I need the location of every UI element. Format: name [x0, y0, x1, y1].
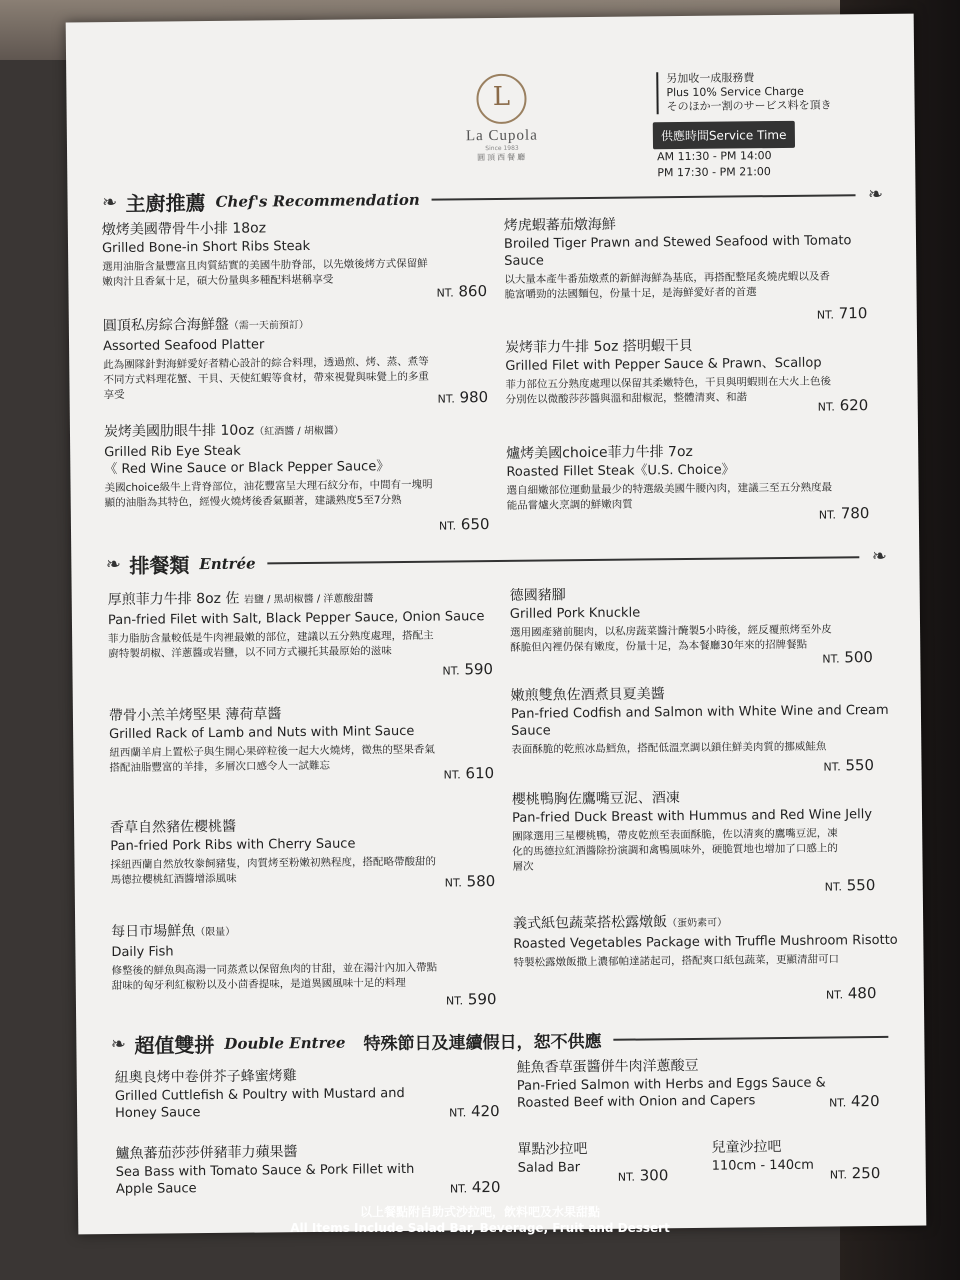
item-price: NT. 860 — [436, 282, 488, 301]
item-price: NT. 300 — [617, 1166, 669, 1185]
section-title-cn: 排餐類 — [129, 553, 190, 578]
item-price: NT. 550 — [823, 756, 875, 775]
item-description: 修整後的鮮魚與高湯一同蒸煮以保留魚肉的甘甜，並在湯汁內加入帶點甜味的匈牙利紅椒粉以及小茴香提味，是道異國風味十足的料理 — [111, 961, 438, 993]
service-charge-note — [656, 70, 856, 114]
item-name-cn: 炭烤美國肋眼牛排 10oz — [103, 422, 255, 441]
section-chef-recommendation — [97, 180, 887, 217]
divider — [268, 556, 860, 564]
menu-item — [109, 702, 495, 776]
section-title-en: Double Entree — [224, 1033, 346, 1053]
section-entree — [101, 542, 891, 579]
item-price: NT. 550 — [824, 876, 876, 895]
item-description: 以大量本產牛番茄燉煮的新鮮海鮮為基底，再搭配整尾炙燒虎蝦以及香脆富嚼勁的法國麵包，份量十足，是海鮮愛好者的首選 — [504, 270, 830, 301]
item-name-cn: 鱸魚蕃茄莎莎併豬菲力蘋果醬 — [115, 1144, 298, 1163]
item-name-cn: 圓頂私房綜合海鮮盤 — [102, 316, 229, 335]
item-description: 選用國產豬前腿肉，以私房蔬菜醬汁醃製5小時後，經反覆煎烤至外皮酥脆但內裡仍保有嫩度，份量十足，為本餐廳30年來的招牌餐點 — [510, 623, 832, 654]
item-name-en: Roasted Fillet Steak《U.S. Choice》 — [506, 462, 735, 480]
item-description: 菲力部位五分熟度處理以保留其柔嫩特色，干貝與明蝦則在大火上色後分別佐以微酸莎莎醬與溫和甜椒泥，整體清爽、和諧 — [505, 375, 832, 406]
item-price: NT. 610 — [443, 764, 495, 783]
menu-item — [102, 216, 488, 290]
item-name-en: Grilled Cuttlefish & Poultry with Mustard and Honey Sauce — [114, 1085, 405, 1122]
item-name-cn: 德國豬腳 — [509, 587, 566, 604]
item-price: NT. 650 — [438, 515, 490, 534]
item-price: NT. 590 — [445, 990, 497, 1009]
logo-name: La Cupola — [465, 127, 538, 145]
item-name-en: Sea Bass with Tomato Sauce & Pork Fillet with Apple Sauce — [115, 1161, 415, 1198]
item-name-en: Grilled Rib Eye Steak — [104, 443, 241, 461]
menu-item — [108, 586, 494, 662]
item-price: NT. 420 — [449, 1101, 500, 1121]
service-time-label: 供應時間Service Time — [653, 121, 795, 149]
service-time-dinner: PM 17:30 - PM 21:00 — [657, 165, 771, 180]
item-description: 表面酥脆的乾煎冰島鱈魚，搭配低溫烹調以鎖住鮮美肉質的挪威鮭魚 — [511, 740, 827, 756]
menu-item — [110, 814, 496, 888]
item-name-cn: 鮭魚香草蛋醬併牛肉洋蔥酸豆 — [516, 1057, 699, 1076]
restaurant-logo — [456, 73, 547, 163]
menu-item — [111, 918, 497, 994]
divider — [432, 194, 856, 200]
item-name-en: Pan-fried Codfish and Salmon with White Wine and Cream Sauce — [510, 702, 889, 739]
footer-note-cn: 以上餐點附自助式沙拉吧，飲料吧及水果甜點 — [359, 1205, 600, 1219]
menu-item — [517, 1138, 697, 1177]
ornament-icon: ❧ — [110, 1033, 127, 1056]
item-name-en: Grilled Pork Knuckle — [509, 605, 641, 622]
item-name-cn: 香草自然豬佐櫻桃醬 — [110, 818, 237, 837]
footer-note-en: All Items Include Salad Bar, Beverage, Fruit and Dessert — [290, 1221, 670, 1235]
item-name-en: Pan-fried Filet with Salt, Black Pepper Sauce, Onion Sauce — [107, 609, 485, 629]
menu-item — [115, 1064, 501, 1122]
item-note: （蛋奶素可） — [667, 917, 728, 930]
item-sauce-en: 《 Red Wine Sauce or Black Pepper Sauce》 — [104, 459, 390, 478]
item-description: 團隊選用三星櫻桃鴨，帶皮乾煎至表面酥脆，佐以清爽的鷹嘴豆泥，凍化的馬德拉紅酒醬除扮演調和禽鴨風味外，硬脆質地也增加了口感上的層次 — [512, 827, 838, 873]
item-price: NT. 420 — [828, 1092, 880, 1111]
item-note: （限量） — [195, 926, 236, 939]
item-price: NT. 500 — [822, 648, 874, 667]
menu-item — [115, 1140, 501, 1198]
item-note: 岩鹽 / 黑胡椒醬 / 洋蔥酸甜醬 — [243, 593, 374, 606]
item-name-en: Pan-fried Pork Ribs with Cherry Sauce — [110, 836, 356, 855]
section-note: 特殊節日及連續假日，恕不供應 — [363, 1031, 602, 1055]
item-name-en: Grilled Rack of Lamb and Nuts with Mint Sauce — [109, 723, 415, 743]
item-name-cn: 每日市場鮮魚 — [111, 923, 196, 941]
menu-item — [504, 212, 890, 303]
item-name-cn: 烤虎蝦蕃茄燉海鮮 — [503, 216, 616, 234]
item-price: NT. 620 — [817, 396, 869, 415]
item-price: NT. 250 — [829, 1164, 881, 1183]
item-description: 美國choice級牛上背脊部位，油花豐富呈大理石紋分布，中間有一塊明顯的油脂為其特色，經慢火燒烤後香氣顯著，建議熟度5至7分熟 — [104, 478, 433, 510]
item-name-en: Grilled Filet with Pepper Sauce & Prawn、Scallop — [505, 355, 822, 374]
item-description: 選用油脂含量豐富且肉質結實的美國牛肋脊部，以先燉後烤方式保留鮮嫩肉汁且香氣十足，碩大份量與多種配料堪稱享受 — [102, 257, 428, 289]
logo-chinese-name: 圓頂西餐廳 — [477, 152, 528, 163]
ornament-icon: ❧ — [105, 553, 122, 576]
item-description: 選自細嫩部位運動量最少的特選級美國牛腰內肉，建議三至五分熟度最能品嘗爐火烹調的鮮嫩肉質 — [506, 481, 833, 512]
logo-since: Since 1983 — [485, 144, 519, 153]
item-note: （紅酒醬 / 胡椒醬） — [254, 425, 344, 438]
menu-item — [512, 786, 898, 875]
divider — [613, 1035, 888, 1040]
item-price: NT. 590 — [442, 660, 494, 679]
item-description: 此為團隊針對海鮮愛好者精心設計的綜合料理，透過煎、烤、蒸、煮等不同方式料理花蟹、干貝、天使紅蝦等食材，帶來視覺與味覺上的多重享受 — [103, 355, 429, 402]
section-title-cn: 超值雙拼 — [134, 1032, 215, 1058]
section-title-en: Entrée — [199, 554, 256, 573]
item-note: （需一天前預訂） — [228, 319, 309, 332]
service-charge-jp: そのほか一割のサービス料を頂き — [666, 98, 832, 114]
section-title-en: Chef's Recommendation — [215, 190, 420, 211]
item-price: NT. 980 — [437, 388, 489, 407]
item-name-en: Broiled Tiger Prawn and Stewed Seafood with Tomato Sauce — [503, 233, 852, 269]
service-charge-en: Plus 10% Service Charge — [666, 84, 804, 100]
menu-sheet — [66, 14, 927, 1235]
ornament-icon: ❧ — [101, 191, 118, 214]
item-name-en: Daily Fish — [111, 944, 174, 961]
item-name-cn: 義式紙包蔬菜搭松露燉飯 — [513, 914, 668, 932]
item-description: 特製松露燉飯撒上濃郁帕達諾起司，搭配爽口紙包蔬菜，更顯清甜可口 — [513, 953, 840, 969]
item-name-en: Pan-fried Duck Breast with Hummus and Red Wine Jelly — [511, 807, 873, 826]
item-description: 菲力脂肪含量較低是牛肉裡最嫩的部位，建議以五分熟度處理，搭配主廚特製胡椒、洋蔥醬或岩鹽，以不同方式襯托其最原始的滋味 — [108, 629, 434, 661]
item-price: NT. 580 — [444, 872, 496, 891]
item-name-en: Salad Bar — [517, 1160, 581, 1176]
ornament-icon: ❧ — [867, 183, 884, 206]
menu-item — [513, 910, 899, 971]
item-price: NT. 480 — [825, 984, 877, 1003]
item-name-en: Pan-Fried Salmon with Herbs and Eggs Sauce & Roasted Beef with Onion and Capers — [516, 1075, 826, 1111]
item-name-cn: 櫻桃鴨胸佐鷹嘴豆泥、酒凍 — [511, 790, 680, 808]
menu-item — [103, 312, 489, 403]
menu-item — [510, 582, 896, 656]
menu-item — [511, 682, 897, 758]
item-name-cn: 爐烤美國choice菲力牛排 7oz — [506, 443, 693, 462]
item-name-en: Roasted Vegetables Package with Truffle Mushroom Risotto — [513, 932, 898, 952]
ornament-icon: ❧ — [871, 545, 887, 568]
item-name-cn: 燉烤美國帶骨牛小排 18oz — [101, 220, 267, 239]
item-price: NT. 780 — [818, 504, 870, 523]
service-time-lunch: AM 11:30 - PM 14:00 — [657, 149, 772, 164]
menu-item — [104, 418, 490, 511]
menu-item — [506, 440, 892, 514]
item-name-cn: 兒童沙拉吧 — [711, 1139, 782, 1156]
item-name-en: 110cm - 140cm — [711, 1157, 814, 1174]
item-price: NT. 420 — [449, 1177, 501, 1197]
item-name-cn: 紐奧良烤中卷併芥子蜂蜜烤雞 — [114, 1068, 297, 1087]
service-times — [657, 148, 772, 181]
item-name-cn: 厚煎菲力牛排 8oz 佐 — [107, 590, 240, 609]
service-charge-cn: 另加收一成服務費 — [666, 71, 755, 86]
footer-note — [56, 1204, 904, 1236]
item-name-cn: 炭烤菲力牛排 5oz 搭明蝦干貝 — [505, 337, 693, 356]
item-name-cn: 嫩煎雙魚佐酒煮貝夏美醬 — [510, 686, 665, 704]
item-name-en: Grilled Bone-in Short Ribs Steak — [101, 238, 311, 257]
item-description: 紐西蘭羊肩上置松子與生開心果碎粒後一起大火燒烤，微焦的堅果香氣搭配油脂豐富的羊排，多層次口感令人一試難忘 — [109, 743, 435, 775]
item-name-en: Assorted Seafood Platter — [102, 337, 265, 355]
section-title-cn: 主廚推薦 — [125, 191, 206, 216]
logo-emblem-icon: L — [476, 74, 527, 125]
item-price: NT. 710 — [816, 304, 868, 323]
item-description: 採紐西蘭自然放牧豢飼豬隻，肉質烤至粉嫩初熟程度，搭配略帶酸甜的馬德拉櫻桃紅酒醬增添風味 — [110, 855, 437, 887]
section-double-entree — [106, 1022, 896, 1059]
item-name-cn: 單點沙拉吧 — [517, 1141, 588, 1158]
item-name-cn: 帶骨小羔羊烤堅果 薄荷草醬 — [108, 706, 282, 725]
